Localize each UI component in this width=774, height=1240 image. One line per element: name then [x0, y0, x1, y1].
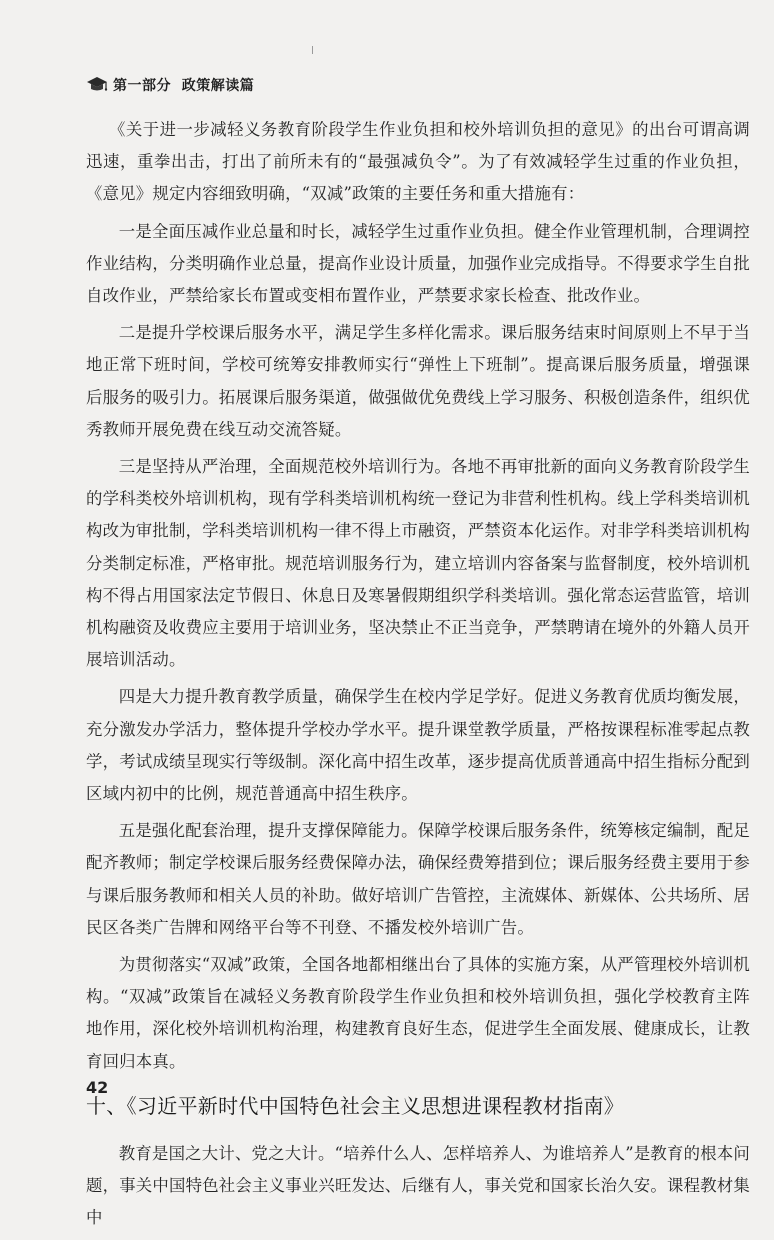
paragraph-intro: 《关于进一步减轻义务教育阶段学生作业负担和校外培训负担的意见》的出台可谓高调迅速，重拳出击，打出了前所未有的“最强减负令”。为了有效减轻学生过重的作业负担，《意见》规定内容细致明确，“双减”政策的主要任务和重大措施有：: [86, 120, 750, 204]
graduation-cap-icon: [86, 76, 108, 94]
top-tick-mark: [312, 46, 313, 54]
paragraph-measure-5: 五是强化配套治理，提升支撑保障能力。保障学校课后服务条件，统筹核定编制，配足配齐教师；制定学校课后服务经费保障办法，确保经费筹措到位；课后服务经费主要用于参与课后服务教师和相关人员的补助。做好培训广告管控，主流媒体、新媒体、公共场所、居民区各类广告牌和网络平台等不刊登、不播发校外培训广告。: [86, 821, 750, 937]
header-title: 政策解读篇: [181, 78, 255, 94]
section-paragraph: 教育是国之大计、党之大计。“培养什么人、怎样培养人、为谁培养人”是教育的根本问题，事关中国特色社会主义事业兴旺发达、后继有人，事关党和国家长治久安。课程教材集中: [86, 1143, 750, 1228]
paragraph-summary: 为贯彻落实“双减”政策，全国各地都相继出台了具体的实施方案，从严管理校外培训机构。“双减”政策旨在减轻义务教育阶段学生作业负担和校外培训负担，强化学校教育主阵地作用，深化校外培训机构治理，构建教育良好生态，促进学生全面发展、健康成长，让教育回归本真。: [86, 955, 750, 1071]
page-body: [86, 114, 750, 1240]
paragraph-measure-2: 二是提升学校课后服务水平，满足学生多样化需求。课后服务结束时间原则上不早于当地正常下班时间，学校可统筹安排教师实行“弹性上下班制”。提高课后服务质量，增强课后服务的吸引力。拓展课后服务渠道，做强做优免费线上学习服务、积极创造条件，组织优秀教师开展免费在线互动交流答疑。: [86, 323, 750, 439]
page-number: 42: [86, 1078, 109, 1097]
paragraph-measure-3: 三是坚持从严治理，全面规范校外培训行为。各地不再审批新的面向义务教育阶段学生的学科类校外培训机构，现有学科类培训机构统一登记为非营利性机构。线上学科类培训机构改为审批制，学科类培训机构一律不得上市融资，严禁资本化运作。对非学科类培训机构分类制定标准，严格审批。规范培训服务行为，建立培训内容备案与监督制度，校外培训机构不得占用国家法定节假日、休息日及寒暑假期组织学科类培训。强化常态运营监管，培训机构融资及收费应主要用于培训业务，坚决禁止不正当竞争，严禁聘请在境外的外籍人员开展培训活动。: [86, 457, 750, 670]
running-header: [86, 74, 254, 96]
paragraph-measure-1: 一是全面压减作业总量和时长，减轻学生过重作业负担。健全作业管理机制，合理调控作业结构，分类明确作业总量，提高作业设计质量，加强作业完成指导。不得要求学生自批自改作业，严禁给家长布置或变相布置作业，严禁要求家长检查、批改作业。: [86, 221, 750, 306]
header-section: 第一部分: [113, 78, 171, 94]
section-heading: 十、《习近平新时代中国特色社会主义思想进课程教材指南》: [86, 1093, 625, 1118]
paragraph-measure-4: 四是大力提升教育教学质量，确保学生在校内学足学好。促进义务教育优质均衡发展，充分激发办学活力，整体提升学校办学水平。提升课堂教学质量，严格按课程标准零起点教学，考试成绩呈现实行等级制。深化高中招生改革，逐步提高优质普通高中招生指标分配到区域内初中的比例，规范普通高中招生秩序。: [86, 687, 750, 804]
